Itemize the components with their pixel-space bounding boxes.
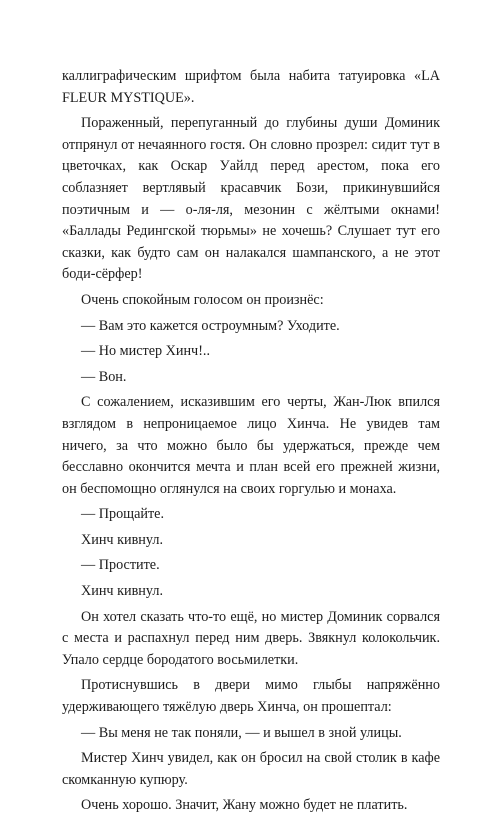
paragraph: Хинч кивнул. xyxy=(81,583,163,600)
dialogue-line: — Простите. xyxy=(81,557,160,574)
dialogue-line: — Вам это кажется остроумным? Уходите. xyxy=(81,317,340,334)
paragraph: С сожалением, исказившим его черты, Жан-Люк впился взглядом в непроницаемое лицо Хинча. Не увидев там ничего, за что можно было бы удержаться, прежде чем бесславно окончится мечта и план всей его прежней жизни, он беспомощно оглянулся на своих горгулью и монаха. xyxy=(62,394,440,497)
paragraph: Очень спокойным голосом он произнёс: xyxy=(81,291,324,308)
dialogue-line: — Вы меня не так поняли, — и вышел в зной улицы. xyxy=(81,724,402,741)
paragraph: Протиснувшись в двери мимо глыбы напряжённо удерживающего тяжёлую дверь Хинча, он прошептал: xyxy=(62,677,440,716)
dialogue-line: — Прощайте. xyxy=(81,506,165,523)
dialogue-line: — Вон. xyxy=(81,368,127,385)
paragraph: Очень хорошо. Значит, Жану можно будет не платить. xyxy=(81,797,408,814)
paragraph: Пораженный, перепуганный до глубины души Доминик отпрянул от нечаянного гостя. Он словно прозрел: сидит тут в цветочках, как Оскар Уайлд перед арестом, пока его соблазняет вертлявый красавчик Бози, прикинувшийся поэтичным и — о-ля-ля, мезонин с жёлтыми окнами! «Баллады Редингской тюрьмы» не хочешь? Слушает тут его сказки, как будто сам он налакался шампанского, а не этот боди-сёрфер! xyxy=(62,115,440,283)
paragraph: Хинч кивнул. xyxy=(81,531,163,548)
paragraph: Он хотел сказать что-то ещё, но мистер Доминик сорвался с места и распахнул перед ним дверь. Звякнул колокольчик. Упало сердце бородатого восьмилетки. xyxy=(62,608,440,668)
body-text xyxy=(62,66,440,817)
paragraph: каллиграфическим шрифтом была набита татуировка «LA FLEUR MYSTIQUE». xyxy=(62,68,440,106)
paragraph: Мистер Хинч увидел, как он бросил на свой столик в кафе скомканную купюру. xyxy=(62,750,440,788)
dialogue-line: — Но мистер Хинч!.. xyxy=(81,343,211,360)
